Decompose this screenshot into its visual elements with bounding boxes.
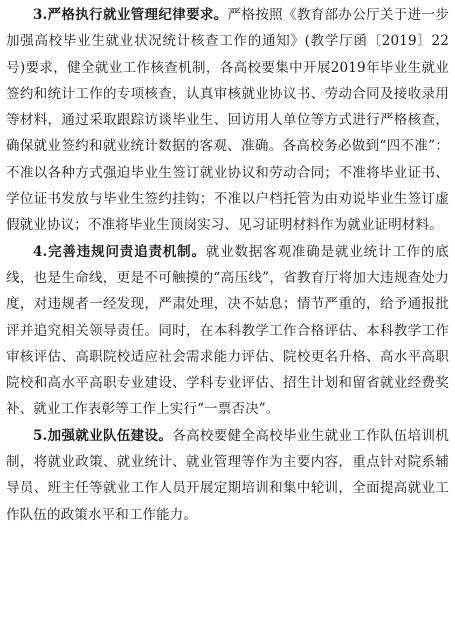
paragraph-heading: 4.完善违规问责追责机制。: [33, 243, 206, 260]
paragraph-team-building: [6, 423, 449, 528]
paragraph-accountability-mechanism: [6, 239, 449, 423]
paragraph-heading: 3.严格执行就业管理纪律要求。: [33, 7, 228, 23]
paragraph-discipline-requirements: [6, 2, 449, 239]
paragraph-body: 各高校要健全高校毕业生就业工作队伍培训机制，将就业政策、就业统计、就业管理等作为主要内容，重点针对院系辅导员、班主任等就业工作人员开展定期培训和集中轮训，全面提高就业工作队伍的政策水平和工作能力。: [6, 427, 450, 523]
paragraph-body: 就业数据客观准确是就业统计工作的底线，也是生命线，更是不可触摸的“高压线”，省教育厅将加大违规查处力度，对违规者一经发现，严肃处理，决不姑息；情节严重的，给予通报批评并追究相关领导责任。同时，在本科教学工作合格评估、本科教学工作审核评估、高职院校适应社会需求能力评估、院校更名升格、高水平高职院校和高水平高职专业建设、学科专业评估、招生计划和留省就业经费奖补、就业工作表彰等工作上实行“一票否决”。: [6, 243, 449, 418]
paragraph-heading: 5.加强就业队伍建设。: [33, 427, 173, 444]
paragraph-body: 严格按照《教育部办公厅关于进一步加强高校毕业生就业状况统计核查工作的通知》(教学厅函〔2019〕22号)要求，健全就业工作核查机制，各高校要集中开展2019年毕业生就业签约和统计工作的专项核查，认真审核就业协议书、劳动合同及接收录用等材料，通过采取跟踪访谈毕业生、回访用人单位等方式进行严格核查，确保就业签约和就业统计数据的客观、准确。各高校务必做到“四不准”：不准以各种方式强迫毕业生签订就业协议和劳动合同；不准将毕业证书、学位证书发放与毕业生签约挂钩；不准以户档托管为由劝说毕业生签订虚假就业协议；不准将毕业生顶岗实习、见习证明材料作为就业证明材料。: [6, 7, 449, 234]
